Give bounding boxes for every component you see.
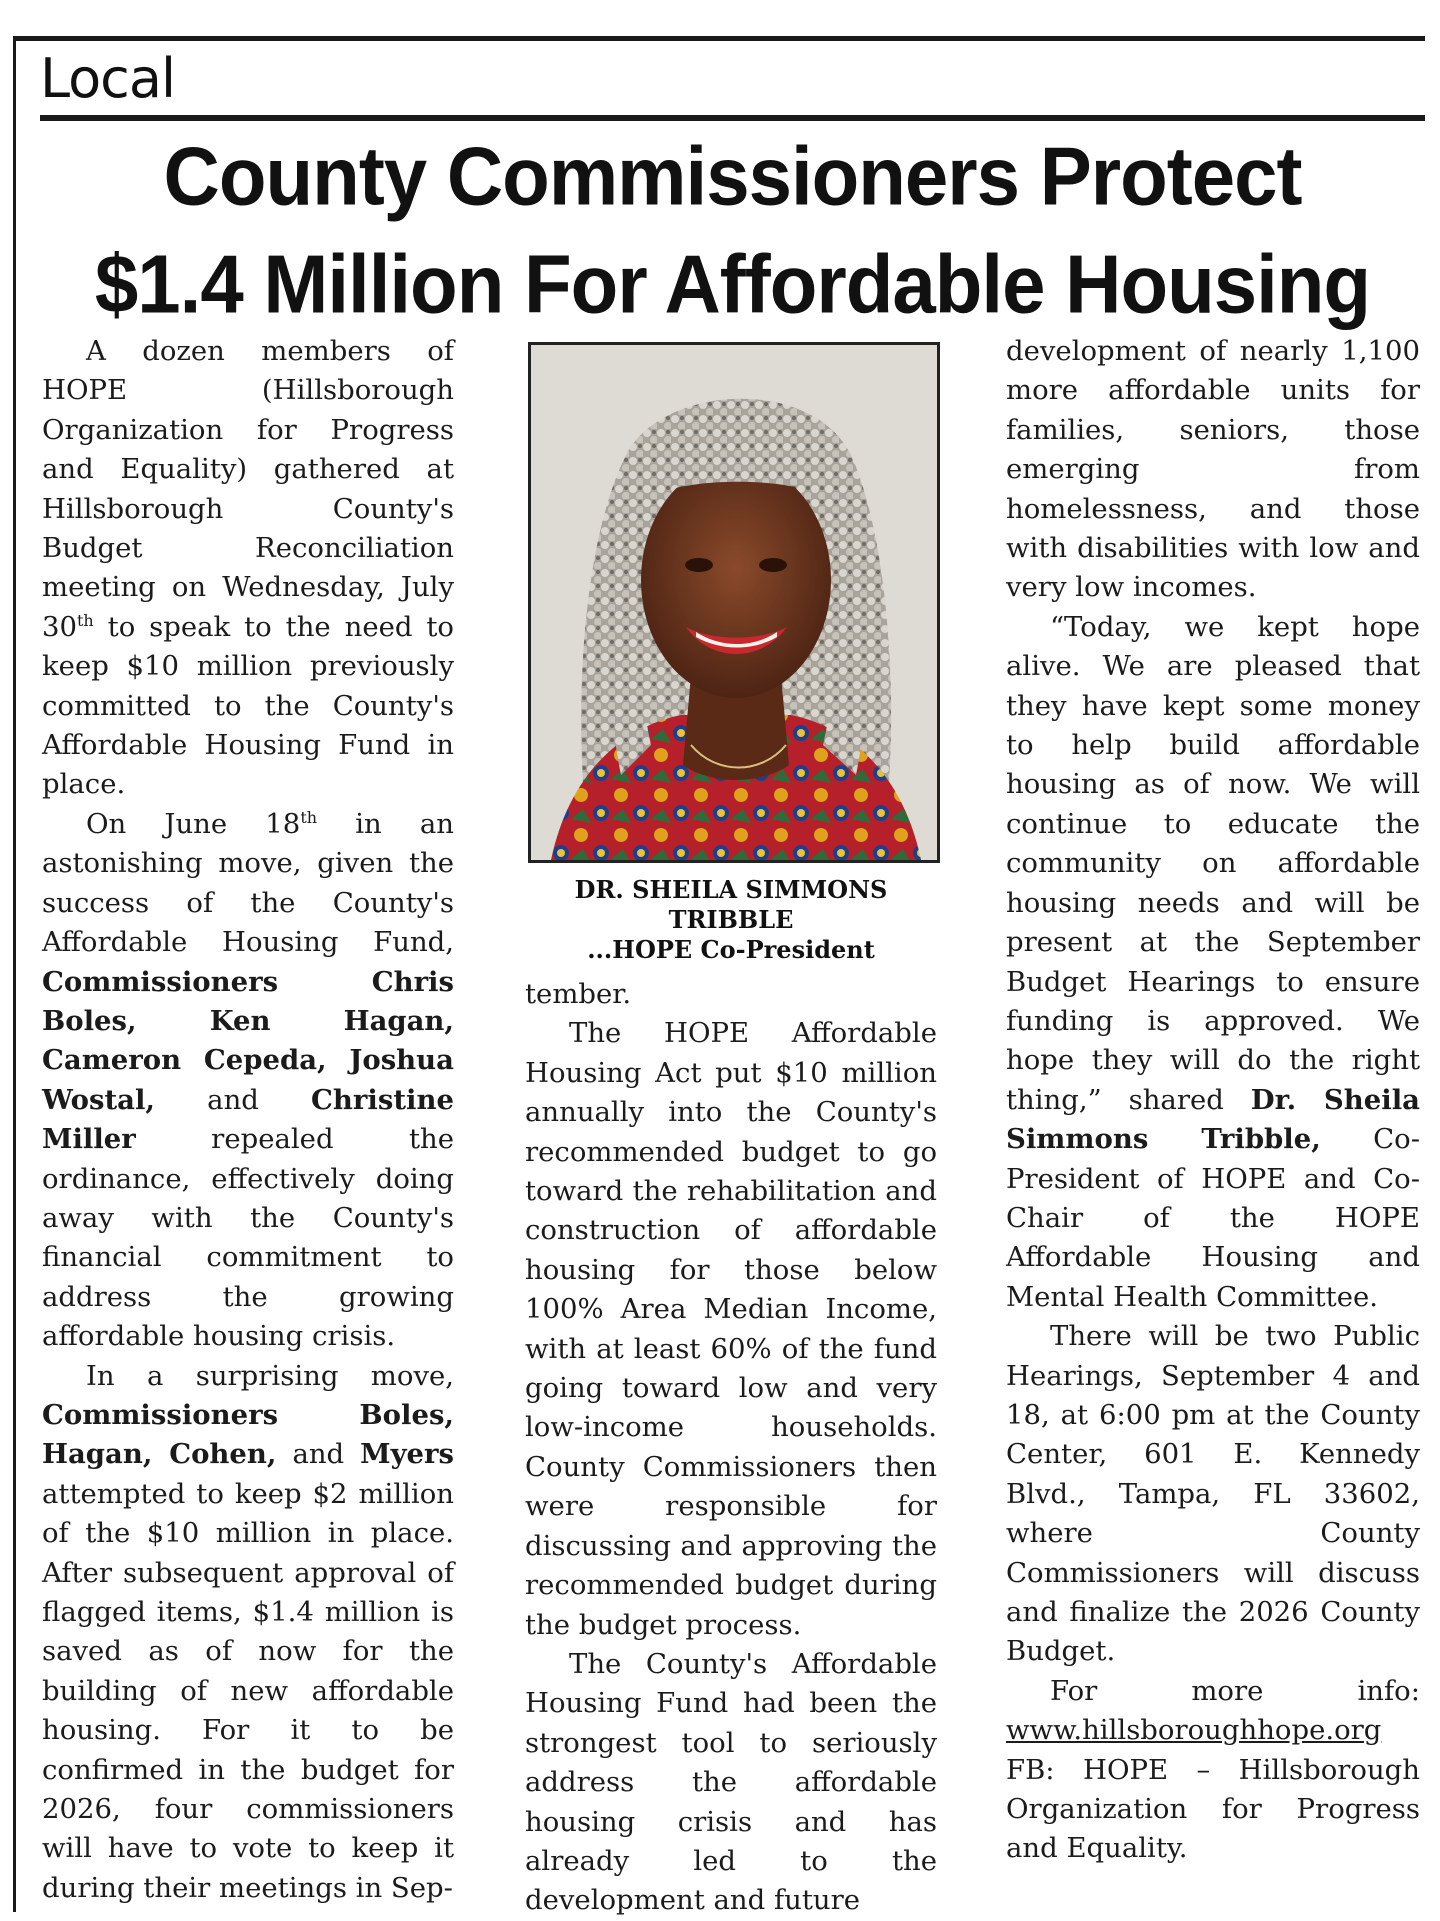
- text: repealed the ordinance, effectively doing away with the County's financial commitment to address the growing affordable housing crisis.: [42, 1123, 454, 1353]
- text: On June 18: [86, 807, 301, 840]
- text: For more info:: [1050, 1674, 1420, 1707]
- photo-caption: [525, 875, 937, 965]
- text: Co-President of HOPE and Co-Chair of the HOPE Affordable Housing and Mental Health Committee.: [1006, 1123, 1420, 1313]
- bold-name: Christine Miller: [42, 1083, 454, 1156]
- caption-line: DR. SHEILA SIMMONS: [574, 875, 888, 904]
- headline-line-1: County Commissioners Protect: [163, 129, 1302, 223]
- section-rule: [40, 115, 1425, 121]
- caption-line: ...HOPE Co-President: [587, 935, 875, 964]
- text: and: [276, 1438, 361, 1471]
- headline-line-2: $1.4 Million For Affordable Housing: [94, 237, 1371, 331]
- text: A dozen members of HOPE (Hillsborough Organization for Progress and Equality) gathered at Hillsborough County's Budget Reconciliation meeting on Wednesday, July 30: [42, 335, 454, 643]
- column-2-text: [525, 975, 937, 1921]
- portrait-photo: [528, 342, 940, 863]
- page-frame-left-rule: [13, 40, 16, 1912]
- section-label: Local: [40, 47, 175, 110]
- headline: [40, 122, 1425, 338]
- superscript: th: [77, 610, 94, 630]
- article-column-3: [1006, 332, 1420, 1869]
- text: FB: HOPE – Hillsborough Organization for Progress and Equality.: [1006, 1753, 1420, 1865]
- article-column-2: [525, 332, 937, 1921]
- quote-text: “Today, we kept hope alive. We are pleased that they have kept some money to help build affordable housing as of now. We will continue to educate the community on affordable housing needs and will be present at the September Budget Hearings to ensure funding is approved. We hope they will do the right thing,” shared: [1006, 610, 1420, 1116]
- top-rule: [13, 36, 1425, 41]
- bold-names: Commissioners Boles, Hagan, Cohen,: [42, 1398, 454, 1471]
- paragraph: [42, 805, 454, 1357]
- bold-names: Commissioners Chris Boles, Ken Hagan, Cameron Cepeda, Joshua Wostal,: [42, 965, 454, 1116]
- text: to speak to the need to keep $10 million previously committed to the County's Affordable Housing Fund in place.: [42, 610, 454, 801]
- paragraph: [42, 1357, 454, 1909]
- article-column-1: [42, 332, 454, 1908]
- bold-name: Myers: [360, 1438, 455, 1471]
- text: In a surprising move,: [86, 1359, 454, 1392]
- website-link[interactable]: www.hillsboroughhope.org: [1006, 1714, 1382, 1747]
- portrait-illustration: [531, 345, 937, 860]
- paragraph: [42, 332, 454, 805]
- superscript: th: [300, 807, 318, 827]
- paragraph: tember.: [525, 978, 632, 1010]
- text: in an astonishing move, given the success of the County's Affordable Housing Fund,: [42, 807, 454, 959]
- paragraph: There will be two Public Hearings, September 4 and 18, at 6:00 pm at the County Center, 601 E. Kennedy Blvd., Tampa, FL 33602, where County Commissioners will discuss and finalize the 2026 County Budget.: [1006, 1320, 1420, 1668]
- text: and: [155, 1083, 312, 1116]
- paragraph: The County's Affordable Housing Fund had been the strongest tool to seriously address the affordable housing crisis and has already led to the development and future: [525, 1647, 937, 1917]
- paragraph: The HOPE Affordable Housing Act put $10 million annually into the County's recommended budget to go toward the rehabilitation and construction of affordable housing for those below 100% Area Median Income, with at least 60% of the fund going toward low and very low-income households. County Commissioners then were responsible for discussing and approving the recommended budget during the budget process.: [525, 1017, 937, 1641]
- paragraph: [1006, 608, 1420, 1317]
- paragraph: development of nearly 1,100 more affordable units for families, seniors, those emerging from homelessness, and those with disabilities with low and very low incomes.: [1006, 335, 1420, 604]
- bold-name: Dr. Sheila Simmons Tribble,: [1006, 1083, 1420, 1156]
- paragraph: [1006, 1672, 1420, 1869]
- caption-line: TRIBBLE: [668, 905, 794, 934]
- text: attempted to keep $2 million of the $10 million in place. After subsequent approval of flagged items, $1.4 million is saved as of now for the building of new affordable housing. For it to be confirmed in the budget for 2026, four commissioners will have to vote to keep it during their meetings in Sep-: [42, 1477, 454, 1904]
